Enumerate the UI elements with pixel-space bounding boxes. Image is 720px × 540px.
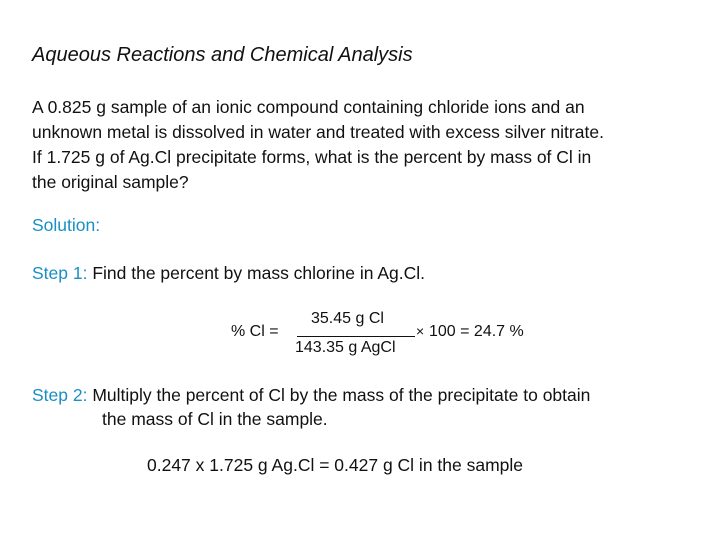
problem-line: If 1.725 g of Ag.Cl precipitate forms, what is the percent by mass of Cl in [32,147,592,167]
step-1-text: Find the percent by mass chlorine in Ag.Cl. [87,263,425,283]
times-sign: × [416,323,425,339]
formula-lhs: % Cl = [231,323,279,340]
problem-line: the original sample? [32,172,189,192]
step-2-label: Step 2: [32,385,88,405]
formula-numerator: 35.45 g Cl [311,310,384,327]
step-1-label: Step 1: [32,263,88,283]
percent-formula [231,310,561,360]
formula-denominator: 143.35 g AgCl [295,339,396,356]
problem-line: A 0.825 g sample of an ionic compound containing chloride ions and an [32,97,585,117]
formula-rhs: 100 = 24.7 % [429,323,524,340]
step-1 [32,263,425,284]
slide-title: Aqueous Reactions and Chemical Analysis [32,44,413,66]
problem-statement [32,95,702,195]
step-2 [32,383,590,431]
fraction-bar [297,336,415,337]
problem-line: unknown metal is dissolved in water and treated with excess silver nitrate. [32,122,604,142]
final-equation: 0.247 x 1.725 g Ag.Cl = 0.427 g Cl in the sample [147,455,524,475]
solution-heading: Solution: [32,215,101,235]
step-2-text-line-2: the mass of Cl in the sample. [102,409,328,429]
step-2-text-line-1: Multiply the percent of Cl by the mass of the precipitate to obtain [87,385,591,405]
